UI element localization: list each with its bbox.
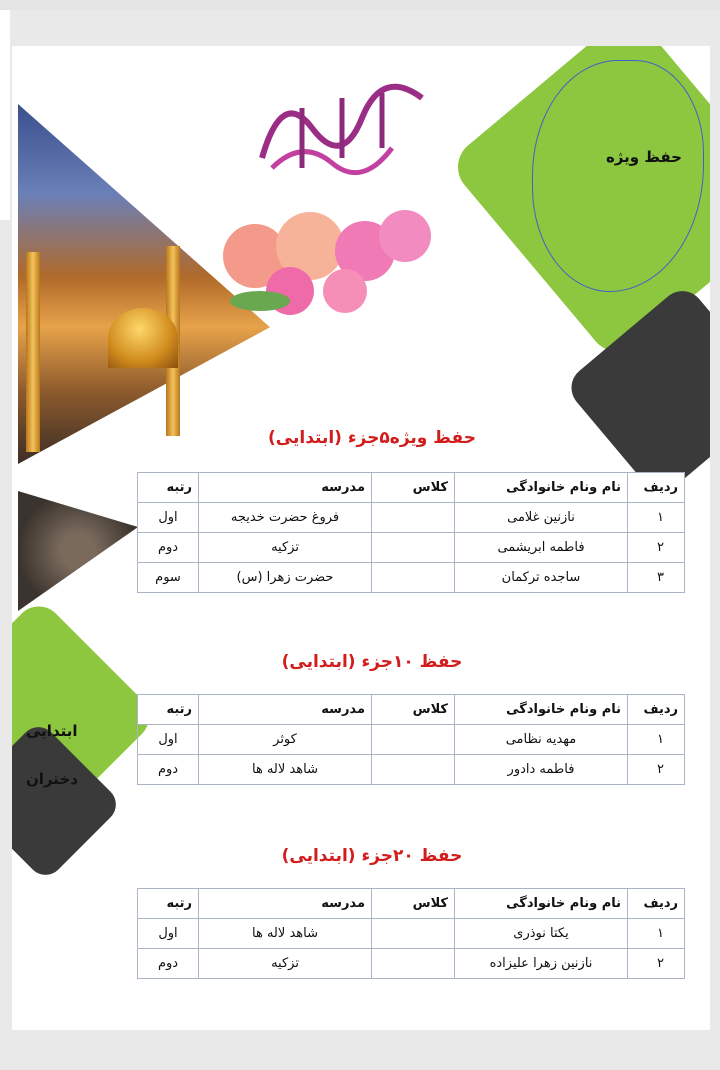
- cell-rank: اول: [138, 503, 199, 533]
- cell-name: نازنین زهرا علیزاده: [455, 949, 628, 979]
- cell-class: [372, 949, 455, 979]
- left-strip: [0, 10, 10, 220]
- col-name: نام ونام خانوادگی: [455, 473, 628, 503]
- cell-row: ۱: [628, 725, 685, 755]
- cell-class: [372, 533, 455, 563]
- cell-row: ۱: [628, 919, 685, 949]
- col-school: مدرسه: [199, 889, 372, 919]
- cell-row: ۳: [628, 563, 685, 593]
- section-title: حفظ ۱۰جزء (ابتدایی): [281, 652, 463, 672]
- cell-school: شاهد لاله ها: [199, 919, 372, 949]
- minaret-left: [26, 252, 40, 452]
- cell-rank: دوم: [138, 755, 199, 785]
- cell-rank: اول: [138, 919, 199, 949]
- table-header-row: [138, 889, 685, 919]
- results-table: [137, 694, 685, 785]
- table-row: [138, 949, 685, 979]
- cell-school: تزکیه: [199, 949, 372, 979]
- cell-row: ۲: [628, 949, 685, 979]
- col-rank: رتبه: [138, 695, 199, 725]
- document-page: [12, 46, 710, 1030]
- col-school: مدرسه: [199, 695, 372, 725]
- results-table: [137, 888, 685, 979]
- cell-class: [372, 919, 455, 949]
- side-label-girls: دختران: [26, 770, 78, 788]
- header-box-title: حفظ ویژه: [605, 148, 682, 166]
- page-bottom-margin: [0, 1030, 720, 1070]
- col-row: ردیف: [628, 473, 685, 503]
- top-bar: [0, 0, 720, 10]
- col-name: نام ونام خانوادگی: [455, 889, 628, 919]
- col-class: کلاس: [372, 695, 455, 725]
- col-school: مدرسه: [199, 473, 372, 503]
- cell-class: [372, 563, 455, 593]
- col-rank: رتبه: [138, 473, 199, 503]
- cell-school: فروغ حضرت خدیجه: [199, 503, 372, 533]
- table-row: [138, 503, 685, 533]
- cell-class: [372, 503, 455, 533]
- col-row: ردیف: [628, 695, 685, 725]
- golden-dome: [108, 308, 178, 368]
- col-row: ردیف: [628, 889, 685, 919]
- cell-rank: سوم: [138, 563, 199, 593]
- col-class: کلاس: [372, 889, 455, 919]
- table-row: [138, 919, 685, 949]
- col-rank: رتبه: [138, 889, 199, 919]
- table-row: [138, 725, 685, 755]
- cell-class: [372, 725, 455, 755]
- cell-rank: دوم: [138, 949, 199, 979]
- results-table: [137, 472, 685, 593]
- cell-school: کوثر: [199, 725, 372, 755]
- col-name: نام ونام خانوادگی: [455, 695, 628, 725]
- table-row: [138, 533, 685, 563]
- table-header-row: [138, 473, 685, 503]
- cell-name: یکتا نوذری: [455, 919, 628, 949]
- calligraphy-image: [242, 68, 442, 188]
- cell-row: ۲: [628, 755, 685, 785]
- section-title: حفظ ۲۰جزء (ابتدایی): [281, 846, 463, 866]
- cell-row: ۱: [628, 503, 685, 533]
- table-header-row: [138, 695, 685, 725]
- crowd-photo: [18, 491, 138, 611]
- table-row: [138, 755, 685, 785]
- cell-school: حضرت زهرا (س): [199, 563, 372, 593]
- side-label-elementary: ابتدایی: [26, 722, 78, 740]
- roses-image: [200, 186, 440, 316]
- cell-school: شاهد لاله ها: [199, 755, 372, 785]
- cell-name: فاطمه ابریشمی: [455, 533, 628, 563]
- col-class: کلاس: [372, 473, 455, 503]
- cell-school: تزکیه: [199, 533, 372, 563]
- cell-rank: اول: [138, 725, 199, 755]
- section-title: حفظ ویژه۵جزء (ابتدایی): [268, 428, 476, 448]
- cell-name: ساجده ترکمان: [455, 563, 628, 593]
- cell-class: [372, 755, 455, 785]
- cell-rank: دوم: [138, 533, 199, 563]
- cell-name: فاطمه دادور: [455, 755, 628, 785]
- cell-name: مهدیه نظامی: [455, 725, 628, 755]
- cell-name: نازنین غلامی: [455, 503, 628, 533]
- cell-row: ۲: [628, 533, 685, 563]
- table-row: [138, 563, 685, 593]
